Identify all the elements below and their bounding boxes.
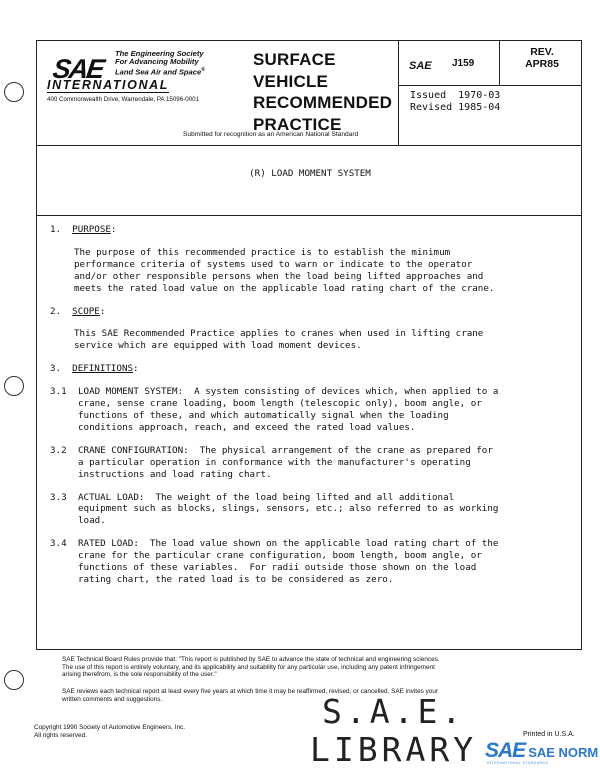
revision-label: REV. APR85 (525, 46, 559, 70)
binder-hole-icon (4, 670, 24, 690)
binder-hole-icon (4, 82, 24, 102)
title-divider (37, 215, 581, 216)
sae-norm-logo: SAE (485, 739, 526, 762)
board-rules-note: SAE Technical Board Rules provide that: "This report is published by SAE to advance the state of technical and engineering sciences. The use of this report is entirely voluntary, and its applicability and suitability for any particular use, including any patent infringement arising therefrom, is the sole responsibility of the user." (62, 656, 440, 679)
rev-divider (499, 41, 500, 85)
review-note: SAE reviews each technical report at least every five years at which time it may be reaffirmed, revised, or cancelled. SAE invites your written comments and suggestions. (62, 688, 439, 703)
submitted-note: Submitted for recognition as an American National Standard (183, 131, 359, 138)
section-heading-purpose: 1. PURPOSE: (50, 224, 117, 235)
header-divider (37, 145, 581, 146)
issue-divider (398, 85, 581, 86)
org-tagline: The Engineering Society For Advancing Mobility Land Sea Air and Space® (115, 49, 205, 77)
library-stamp: S.A.E. LIBRARY (310, 692, 478, 769)
standard-type-title: SURFACE VEHICLE RECOMMENDED PRACTICE (253, 50, 393, 134)
document-body (50, 224, 580, 586)
copyright: Copyright 1990 Society of Automotive Engineers, Inc. All rights reserved. (34, 724, 185, 739)
definition-3-2: 3.2 CRANE CONFIGURATION: The physical arrangement of the crane as prepared for a particular operation in conformance with the manufacturer's operating instructions and load rating chart. (50, 444, 493, 480)
document-number: J159 (452, 58, 475, 69)
scope-paragraph: This SAE Recommended Practice applies to cranes when used in lifting crane service which are equipped with load moment devices. (74, 328, 484, 352)
issue-dates: Issued 1970-03 Revised 1985-04 (410, 90, 501, 113)
sae-norm-watermark: SAE SAE NORM INTERNATIONAL STANDARDS (485, 739, 599, 765)
binder-hole-icon (4, 376, 24, 396)
definition-3-4: 3.4 RATED LOAD: The load value shown on the applicable load rating chart of the crane for the particular crane configuration, boom length, boom angle, or functions of these variables. For radii outside those shown on the load rating chart, the rated load is to be considered as zero. (50, 538, 499, 585)
header-vertical-divider (398, 41, 399, 145)
printed-note: Printed in U.S.A. (523, 731, 575, 738)
sae-logo: SAE (50, 54, 105, 84)
section-heading-definitions: 3. DEFINITIONS: (50, 363, 139, 375)
purpose-paragraph: The purpose of this recommended practice is to establish the minimum performance criteria of systems used to warn or indicate to the operator and/or other responsible persons when the load being lifted approaches and meets the rated load value on the applicable load rating chart of the crane. (74, 246, 495, 294)
sae-mark: SAE (409, 60, 432, 72)
document-title: (R) LOAD MOMENT SYSTEM (249, 168, 371, 179)
international-wordmark: INTERNATIONAL (47, 78, 169, 92)
definition-3-3: 3.3 ACTUAL LOAD: The weight of the load being lifted and all additional equipment such as blocks, slings, sensors, etc.; also referred to as working load. (50, 491, 499, 527)
definition-3-1: 3.1 LOAD MOMENT SYSTEM: A system consisting of devices which, when applied to a crane, sense crane loading, boom length (telescopic only), boom angle, or functions of these, and which automatically signal when the loading conditions approach, reach, and exceed the rated load values. (50, 386, 499, 433)
section-heading-scope: 2. SCOPE: (50, 305, 106, 317)
address: 400 Commonwealth Drive, Warrendale, PA 15096-0001 (47, 96, 200, 103)
